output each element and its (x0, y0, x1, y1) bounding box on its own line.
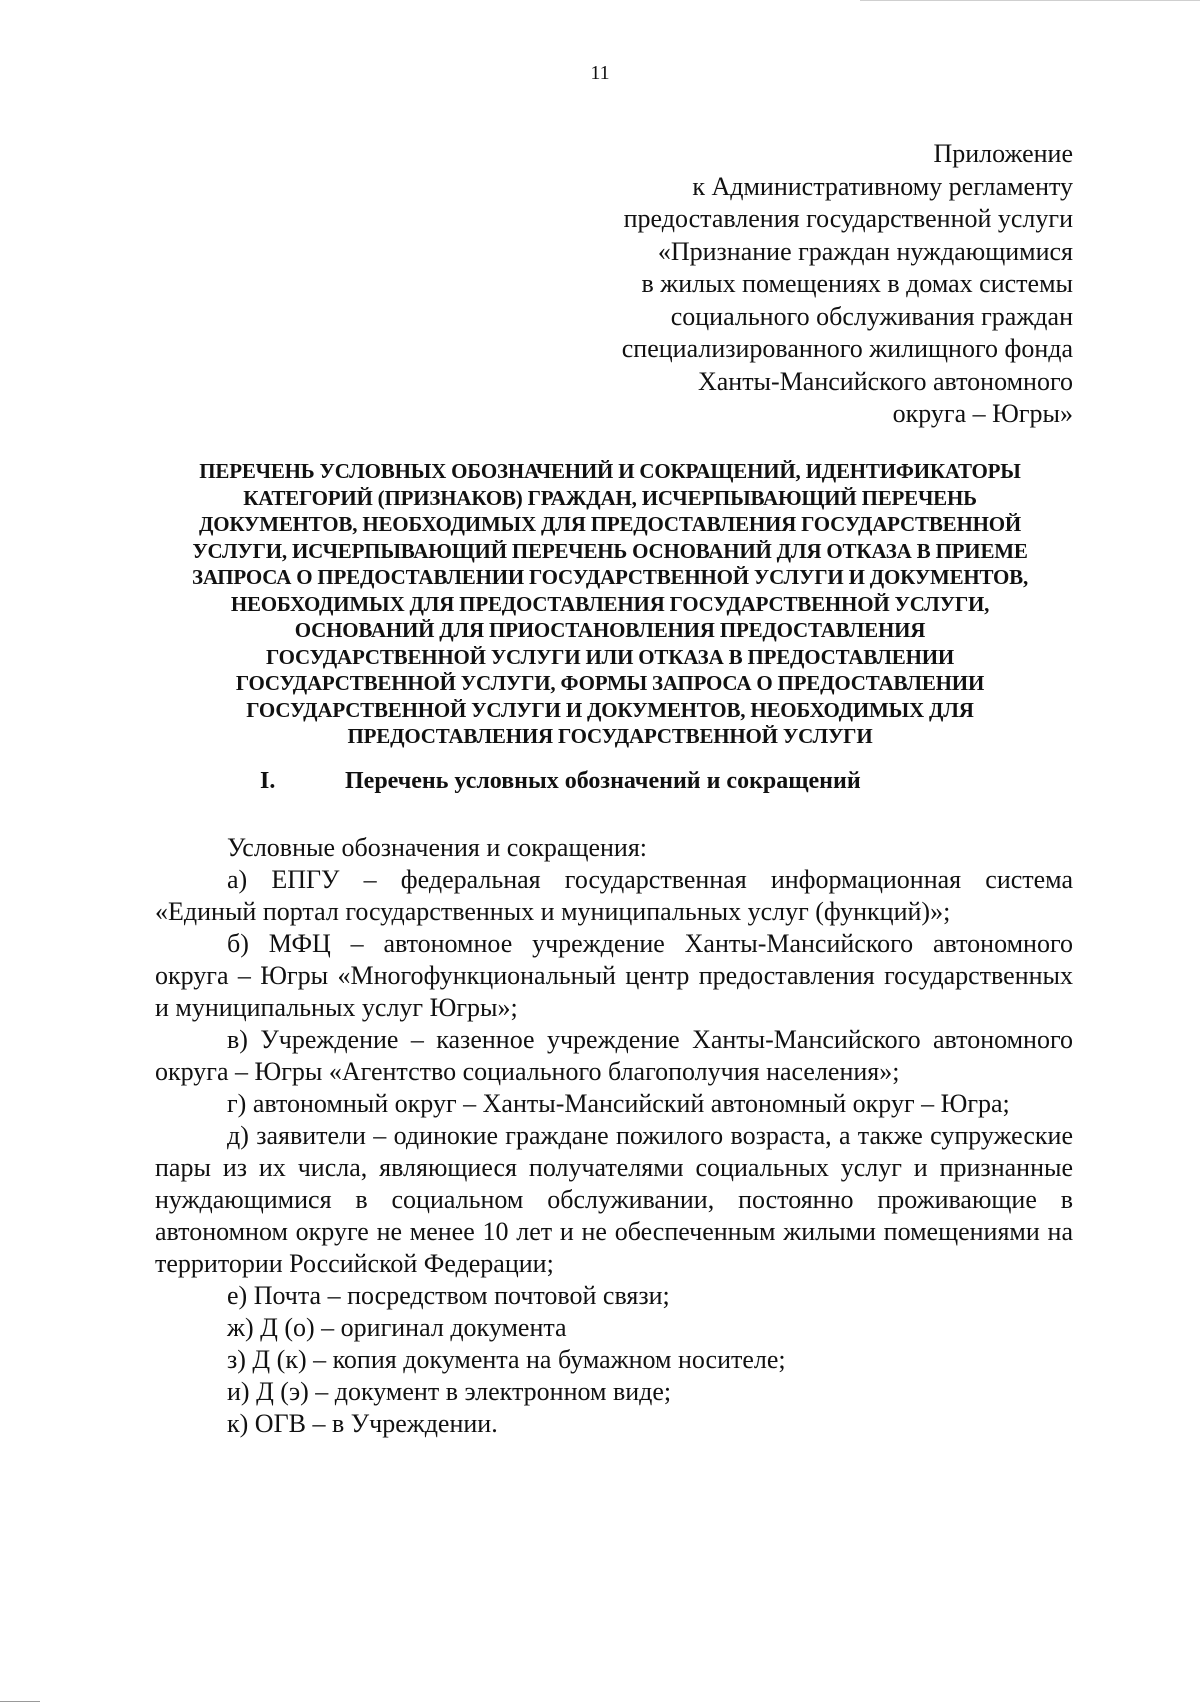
title-line: ГОСУДАРСТВЕННОЙ УСЛУГИ, ФОРМЫ ЗАПРОСА О ПРЕДОСТАВЛЕНИИ (235, 671, 985, 695)
appendix-line: предоставления государственной услуги (623, 204, 1073, 233)
title-line: УСЛУГИ, ИСЧЕРПЫВАЮЩИЙ ПЕРЕЧЕНЬ ОСНОВАНИЙ ДЛЯ ОТКАЗА В ПРИЕМЕ (192, 538, 1028, 563)
page-number: 11 (590, 62, 610, 84)
list-item: ж) Д (о) – оригинал документа (227, 1313, 567, 1342)
list-item: а) ЕПГУ – федеральная государственная информационная система «Единый портал государственных и муниципальных услуг (функций)»; (155, 865, 1073, 926)
document-title (150, 458, 1070, 750)
title-line: ДОКУМЕНТОВ, НЕОБХОДИМЫХ ДЛЯ ПРЕДОСТАВЛЕНИЯ ГОСУДАРСТВЕННОЙ (199, 512, 1021, 536)
appendix-header (513, 138, 1073, 431)
title-line: ПЕРЕЧЕНЬ УСЛОВНЫХ ОБОЗНАЧЕНИЙ И СОКРАЩЕНИЙ, ИДЕНТИФИКАТОРЫ (199, 459, 1021, 483)
appendix-line: к Административному регламенту (692, 171, 1073, 201)
appendix-line: «Признание граждан нуждающимися (657, 236, 1073, 266)
title-line: ЗАПРОСА О ПРЕДОСТАВЛЕНИИ ГОСУДАРСТВЕННОЙ УСЛУГИ И ДОКУМЕНТОВ, (191, 565, 1029, 589)
title-line: ПРЕДОСТАВЛЕНИЯ ГОСУДАРСТВЕННОЙ УСЛУГИ (347, 724, 873, 748)
title-line: КАТЕГОРИЙ (ПРИЗНАКОВ) ГРАЖДАН, ИСЧЕРПЫВАЮЩИЙ ПЕРЕЧЕНЬ (243, 485, 977, 510)
appendix-line: Приложение (933, 139, 1073, 168)
list-item: б) МФЦ – автономное учреждение Ханты-Мансийского автономного округа – Югры «Многофункциональный центр предоставления государственных и муниципальных услуг Югры»; (155, 929, 1073, 1022)
appendix-line: округа – Югры» (892, 399, 1073, 428)
appendix-line: социального обслуживания граждан (670, 301, 1073, 331)
section-title: Перечень условных обозначений и сокращений (345, 768, 861, 794)
list-item: и) Д (э) – документ в электронном виде; (227, 1377, 672, 1406)
title-line: ОСНОВАНИЙ ДЛЯ ПРИОСТАНОВЛЕНИЯ ПРЕДОСТАВЛЕНИЯ (294, 618, 926, 642)
list-item: в) Учреждение – казенное учреждение Ханты-Мансийского автономного округа – Югры «Агентство социального благополучия населения»; (155, 1025, 1073, 1086)
title-line: ГОСУДАРСТВЕННОЙ УСЛУГИ И ДОКУМЕНТОВ, НЕОБХОДИМЫХ ДЛЯ (246, 697, 974, 722)
section-heading (260, 768, 861, 795)
list-item: д) заявители – одинокие граждане пожилого возраста, а также супружеские пары из их числа, являющиеся получателями социальных услуг и признанные нуждающимися в социальном обслуживании, постоянно проживающие в автономном округе не менее 10 лет и не обеспеченным жилыми помещениями на территории Российской Федерации; (155, 1121, 1073, 1278)
scan-edge-line (860, 0, 1200, 1)
list-item: г) автономный округ – Ханты-Мансийский автономный округ – Югра; (227, 1089, 1010, 1118)
title-line: ГОСУДАРСТВЕННОЙ УСЛУГИ ИЛИ ОТКАЗА В ПРЕДОСТАВЛЕНИИ (265, 644, 955, 669)
intro-paragraph: Условные обозначения и сокращения: (227, 833, 648, 862)
section-number: I. (260, 768, 276, 794)
list-item: е) Почта – посредством почтовой связи; (227, 1281, 670, 1310)
appendix-line: Ханты-Мансийского автономного (697, 366, 1073, 396)
list-item: к) ОГВ – в Учреждении. (227, 1409, 498, 1438)
appendix-line: специализированного жилищного фонда (621, 334, 1073, 363)
scan-edge-mark (0, 1701, 40, 1702)
appendix-line: в жилых помещениях в домах системы (641, 269, 1073, 298)
body-text (155, 832, 1073, 1440)
title-line: НЕОБХОДИМЫХ ДЛЯ ПРЕДОСТАВЛЕНИЯ ГОСУДАРСТВЕННОЙ УСЛУГИ, (230, 591, 990, 616)
list-item: з) Д (к) – копия документа на бумажном носителе; (227, 1345, 786, 1374)
